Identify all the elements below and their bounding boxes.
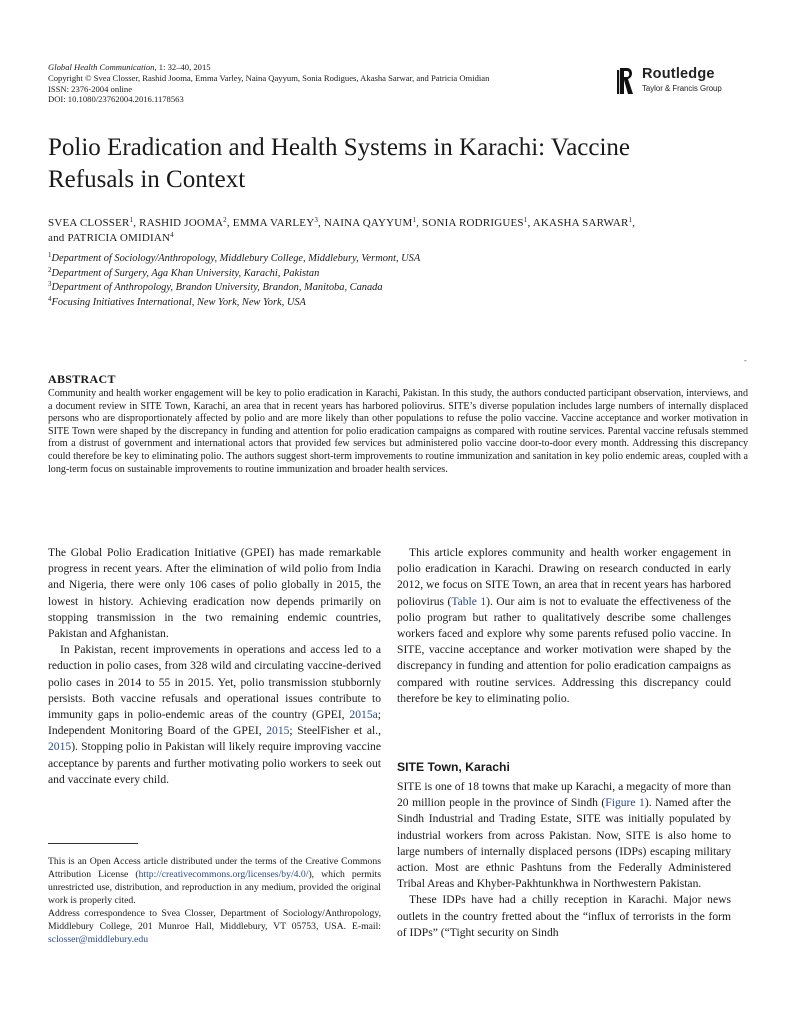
figure-1-link[interactable]: Figure 1 xyxy=(605,796,645,810)
author-name: PATRICIA OMIDIAN xyxy=(67,231,171,244)
text-run: ). Named after the Sindh Industrial and Trading Estate, SITE was initially populated by industrial workers from across Pakistan. Now, SITE is also home to large numbers of internally displaced persons (IDPs) escaping military action. Most are ethnic Pashtuns from the Federally Administered Tribal Areas and Khyber-Pakhtunkhwa in Northwestern Pakistan. xyxy=(397,796,731,891)
abstract-heading: ABSTRACT xyxy=(48,372,116,386)
body-column-right-bottom xyxy=(397,779,731,941)
email-link[interactable]: sclosser@middlebury.edu xyxy=(48,934,149,945)
footnote xyxy=(48,855,381,946)
affiliation-text: Department of Sociology/Anthropology, Middlebury College, Middlebury, Vermont, USA xyxy=(51,253,421,264)
citation-link-steelfisher-2015[interactable]: 2015 xyxy=(48,740,72,754)
text-run: SITE is one of 18 towns that make up Karachi, a megacity of more than 20 million people in the province of Sindh ( xyxy=(397,780,731,810)
license-note xyxy=(48,855,381,907)
stray-mark: - xyxy=(744,356,747,365)
affiliation-number: 4 xyxy=(48,294,52,303)
text-run: ). Stopping polio in Pakistan will likely require improving vaccine acceptance by parents and further motivating polio workers to seek out and vaccinate every child. xyxy=(48,740,381,786)
abstract-body: Community and health worker engagement will be key to polio eradication in Karachi, Pakistan. In this study, the authors conducted participant observation, interviews, and a document review in SITE Town, Karachi, an area that in recent years has harbored poliovirus. SITE’s diverse population includes large numbers of internally displaced persons who are disproportionately affected by polio and are more likely than other populations to refuse the polio vaccine. Vaccine acceptance and worker motivation in SITE Town were shaped by the discrepancy in funding and attention for polio eradication campaigns as compared with routine services. Parental vaccine refusals stemmed from a distrust of government and international actors that provided few services but administered polio vaccine door-to-door every month. Addressing this discrepancy could therefore be key to eliminating polio. The authors suggest short-term improvements to routine immunization and sanitation in key polio endemic areas, coupled with a long-term focus on sustainable improvements to routine immunization and broader health services. xyxy=(48,388,748,475)
journal-name: Global Health Communication xyxy=(48,62,155,72)
citation-link-imb-2015[interactable]: 2015 xyxy=(266,724,290,738)
affiliation-number: 2 xyxy=(48,265,52,274)
affiliation-marker: 1 xyxy=(412,216,417,224)
issn-line: ISSN: 2376-2004 online xyxy=(48,83,133,94)
citation-link-gpei-2015a[interactable]: 2015a xyxy=(349,708,378,722)
affiliation-item xyxy=(48,281,748,296)
journal-citation xyxy=(48,62,489,73)
author-name: AKASHA SARWAR xyxy=(532,217,629,229)
correspondence-note xyxy=(48,907,381,946)
text-run: This article explores community and health worker engagement in polio eradication in Karachi. Drawing on research conducted in early 2012, we focus on SITE Town, an area that in recent years has harbored poliovirus ( xyxy=(397,546,731,608)
body-column-left xyxy=(48,545,381,788)
license-link[interactable]: http://creativecommons.org/licenses/by/4.0/ xyxy=(138,869,309,880)
author-name: RASHID JOOMA xyxy=(139,217,224,229)
publisher-name: Routledge xyxy=(642,66,715,82)
text-run: Address correspondence to Svea Closser, Department of Sociology/Anthropology, Middlebury College, 201 Munroe Hall, Middlebury, VT 05753, USA. E-mail: xyxy=(48,908,381,932)
author-name: SONIA RODRIGUES xyxy=(422,217,524,229)
footnote-divider xyxy=(48,843,138,844)
paragraph-idp-reception: These IDPs have had a chilly reception in Karachi. Major news outlets in the country fretted about the “influx of terrorists in the form of IDPs” (“Tight security on Sindh xyxy=(397,893,731,939)
section-heading-site-town: SITE Town, Karachi xyxy=(397,760,510,774)
affiliation-item xyxy=(48,267,748,282)
author-list: SVEA CLOSSER$^1$, RASHID JOOMA$^2$, EMMA VARLEY$^3$, NAINA QAYYUM$^1$, SONIA RODRIGUES$^1$, AKASHA SARWAR$^1$, and PATRICIA OMIDIAN$^4$ xyxy=(48,216,636,244)
affiliation-item xyxy=(48,252,748,267)
text-run: This is an Open Access article distributed under the terms of the Creative Commons Attribution License ( xyxy=(48,856,381,880)
author-name: NAINA QAYYUM xyxy=(323,217,413,229)
affiliation-number: 1 xyxy=(48,251,52,259)
paragraph-pakistan xyxy=(48,642,381,788)
affiliation-marker: 3 xyxy=(314,216,319,224)
affiliation-marker: 1 xyxy=(628,216,633,224)
affiliation-text: Focusing Initiatives International, New York, New York, USA xyxy=(51,296,306,308)
affiliation-number: 3 xyxy=(48,280,52,288)
text-run: ; SteelFisher et al., xyxy=(289,724,381,738)
journal-volume: , 1: 32–40, 2015 xyxy=(154,62,211,72)
text-run: In Pakistan, recent improvements in operations and access led to a reduction in polio cases, from 328 wild and circulating vaccine-derived polio cases in 2014 to 55 in 2015. Yet, polio transmission stubbornly persists. Both vaccine refusals and operational issues contribute to immunity gaps in polio-endemic areas of the country (GPEI, xyxy=(48,643,381,722)
article-title: Polio Eradication and Health Systems in Karachi: Vaccine Refusals in Context xyxy=(48,134,631,193)
text-run: ), which permits unrestricted use, distribution, and reproduction in any medium, provided the original work is properly cited. xyxy=(48,869,381,906)
paragraph-intro: The Global Polio Eradication Initiative (GPEI) has made remarkable progress in recent years. After the elimination of wild polio from India and Nigeria, there were only 106 cases of polio globally in 2015, the lowest in history. Achieving eradication now depends primarily on stopping transmission in the two remaining endemic countries, Pakistan and Afghanistan. xyxy=(48,546,381,641)
affiliation-item xyxy=(48,296,748,311)
affiliation-list xyxy=(48,252,748,310)
affiliation-marker: 1 xyxy=(523,216,528,224)
author-name: EMMA VARLEY xyxy=(232,217,315,229)
paragraph-site-description xyxy=(397,779,731,892)
article-metadata xyxy=(48,62,489,105)
body-column-right-top xyxy=(397,545,731,707)
paragraph-article-aim xyxy=(397,545,731,707)
affiliation-text: Department of Anthropology, Brandon University, Brandon, Manitoba, Canada xyxy=(51,282,383,293)
affiliation-marker: 1 xyxy=(129,216,134,224)
copyright-line: Copyright © Svea Closser, Rashid Jooma, Emma Varley, Naina Qayyum, Sonia Rodigues, Akasha Sarwar, and Patricia Omidian xyxy=(48,72,490,83)
publisher-logo xyxy=(616,66,746,98)
author-name: SVEA CLOSSER xyxy=(48,217,130,229)
doi-line: DOI: 10.1080/23762004.2016.1178563 xyxy=(48,94,184,105)
affiliation-marker: 2 xyxy=(223,216,227,224)
affiliation-marker: 4 xyxy=(170,230,174,239)
text-run: ). Our aim is not to evaluate the effectiveness of the polio program but rather to qualitatively describe some challenges workers faced and explore why some parents refused polio vaccine. In SITE, vaccine acceptance and worker motivation were shaped by the discrepancy in funding and attention for polio eradication campaigns as compared with routine services. Addressing this discrepancy could therefore be key to eliminating polio. xyxy=(397,594,732,705)
table-1-link[interactable]: Table 1 xyxy=(451,594,487,608)
routledge-r-icon xyxy=(616,66,636,96)
publisher-group: Taylor & Francis Group xyxy=(642,84,722,93)
text-run: ; Independent Monitoring Board of the GPEI, xyxy=(48,708,381,738)
affiliation-text: Department of Surgery, Aga Khan University, Karachi, Pakistan xyxy=(51,267,320,279)
